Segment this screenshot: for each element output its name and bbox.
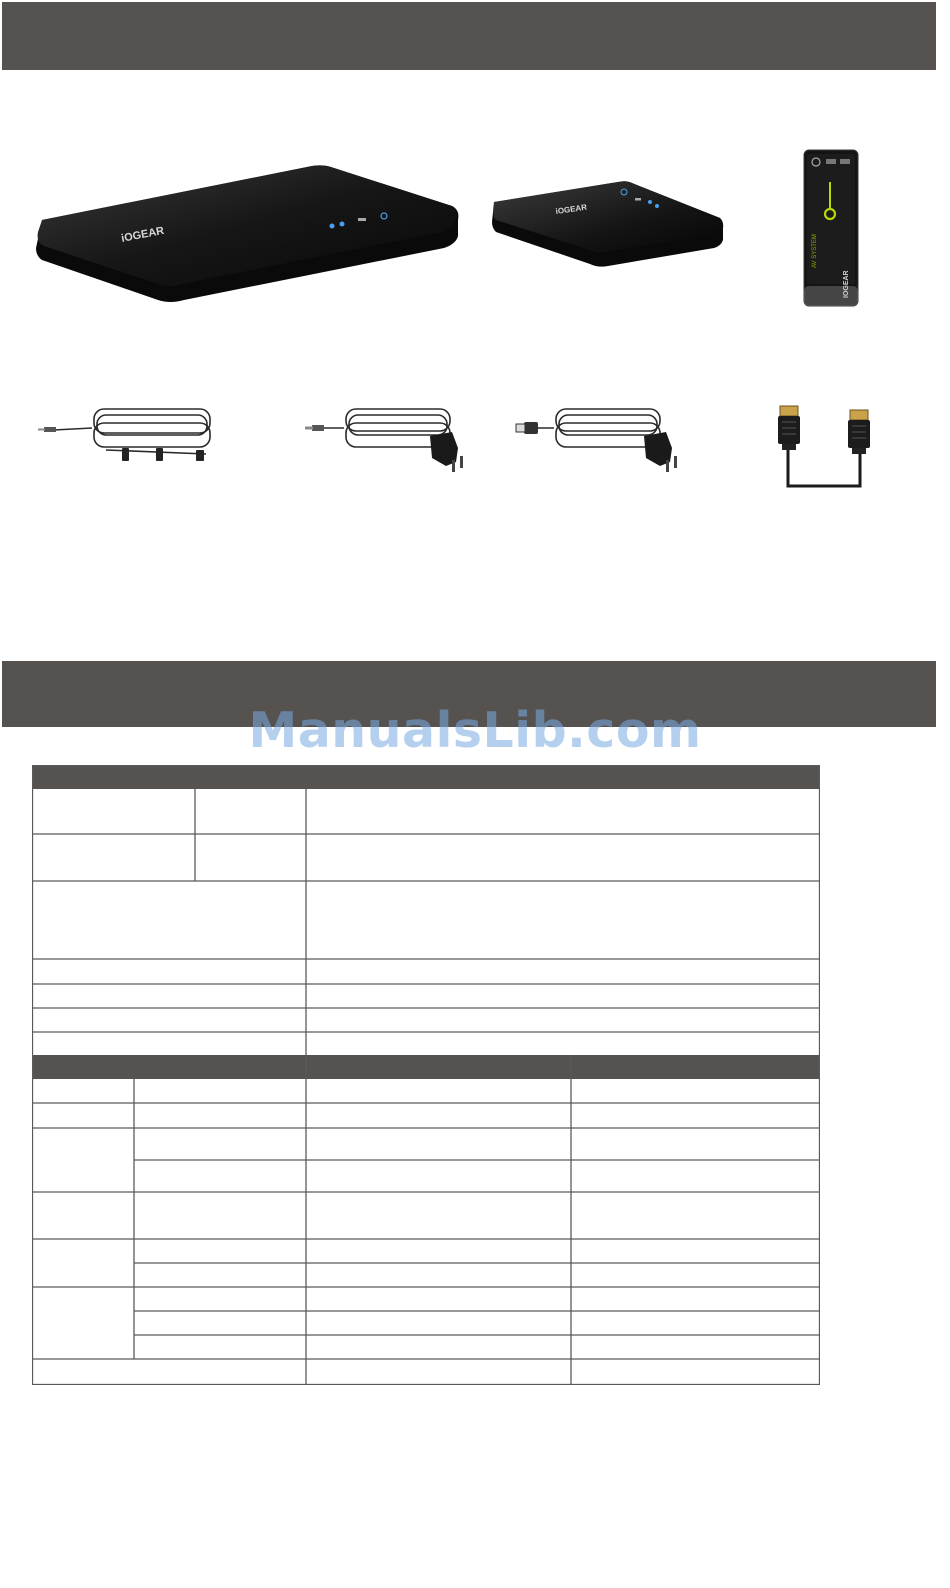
header-band — [2, 2, 936, 70]
svg-text:iOGEAR: iOGEAR — [555, 202, 588, 216]
receiver-power-adapter-icon — [512, 406, 684, 474]
remote-control-icon — [802, 148, 860, 308]
svg-text:iOGEAR: iOGEAR — [120, 224, 166, 245]
spec-table — [32, 765, 820, 1385]
table-header-row — [32, 765, 820, 789]
table-subheader-row — [32, 1055, 820, 1079]
watermark: ManualsLib.com — [248, 702, 702, 759]
transmitter-unit-icon — [34, 160, 462, 306]
transmitter-power-adapter-icon — [302, 406, 470, 474]
svg-text:AV SYSTEM: AV SYSTEM — [812, 234, 818, 268]
receiver-unit-icon — [490, 180, 726, 270]
svg-text:IOGEAR: IOGEAR — [843, 270, 850, 298]
ir-extender-cable-icon — [36, 406, 214, 464]
hdmi-cable-icon — [772, 404, 876, 490]
